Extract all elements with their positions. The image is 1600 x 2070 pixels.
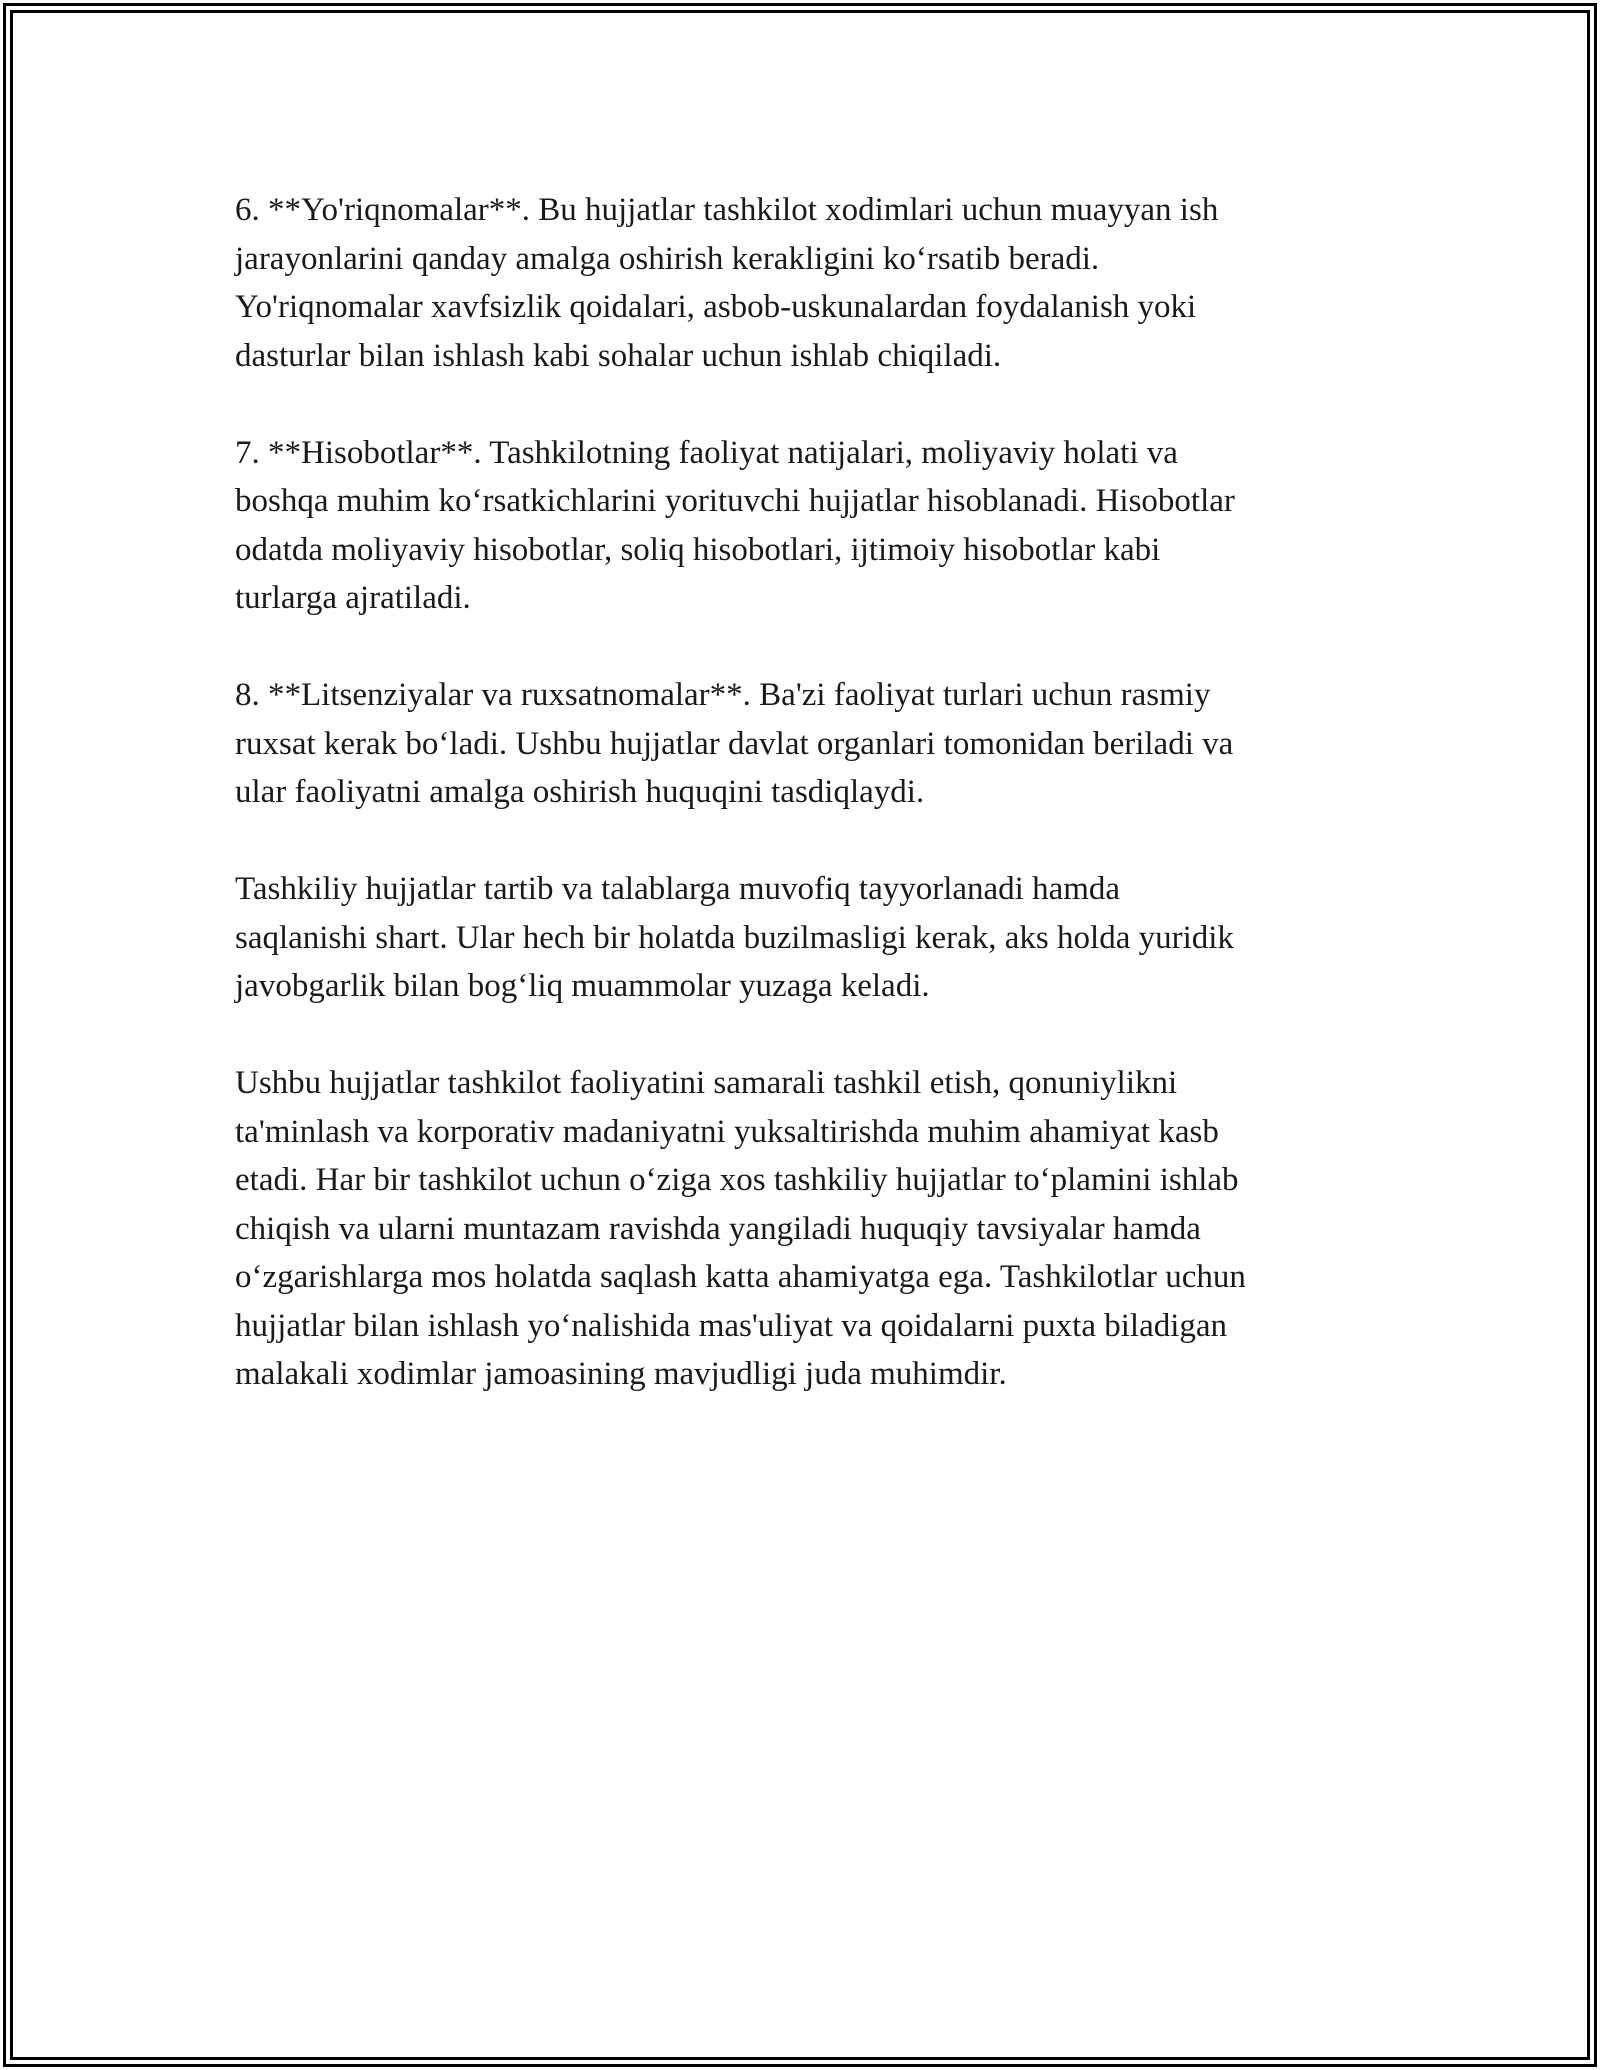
- paragraph-yoriqnomalar: 6. **Yo'riqnomalar**. Bu hujjatlar tashkilot xodimlari uchun muayyan ish jarayonlarini qanday amalga oshirish kerakligini ko‘rsatib beradi. Yo'riqnomalar xavfsizlik qoidalari, asbob-uskunalardan foydalanish yoki dasturlar bilan ishlash kabi sohalar uchun ishlab chiqiladi.: [235, 192, 1219, 374]
- paragraph-litsenziyalar: 8. **Litsenziyalar va ruxsatnomalar**. Ba'zi faoliyat turlari uchun rasmiy ruxsat kerak bo‘ladi. Ushbu hujjatlar davlat organlari tomonidan beriladi va ular faoliyatni amalga oshirish huquqini tasdiqlaydi.: [235, 677, 1234, 810]
- paragraph-conclusion: Ushbu hujjatlar tashkilot faoliyatini samarali tashkil etish, qonuniylikni ta'minlash va korporativ madaniyatni yuksaltirishda muhim ahamiyat kasb etadi. Har bir tashkilot uchun o‘ziga xos tashkiliy hujjatlar to‘plamini ishlab chiqish va ularni muntazam ravishda yangiladi huquqiy tavsiyalar hamda o‘zgarishlarga mos holatda saqlash katta ahamiyatga ega. Tashkilotlar uchun hujjatlar bilan ishlash yo‘nalishida mas'uliyat va qoidalarni puxta biladigan malakali xodimlar jamoasining mavjudligi juda muhimdir.: [235, 1065, 1246, 1392]
- paragraph-hisobotlar: 7. **Hisobotlar**. Tashkilotning faoliyat natijalari, moliyaviy holati va boshqa muhim ko‘rsatkichlarini yorituvchi hujjatlar hisoblanadi. Hisobotlar odatda moliyaviy hisobotlar, soliq hisobotlari, ijtimoiy hisobotlar kabi turlarga ajratiladi.: [235, 434, 1235, 616]
- paragraph-tashkiliy-hujjatlar: Tashkiliy hujjatlar tartib va talablarga muvofiq tayyorlanadi hamda saqlanishi shart. Ular hech bir holatda buzilmasligi kerak, aks holda yuridik javobgarlik bilan bog‘liq muammolar yuzaga keladi.: [235, 871, 1234, 1004]
- document-body: [235, 186, 1380, 1447]
